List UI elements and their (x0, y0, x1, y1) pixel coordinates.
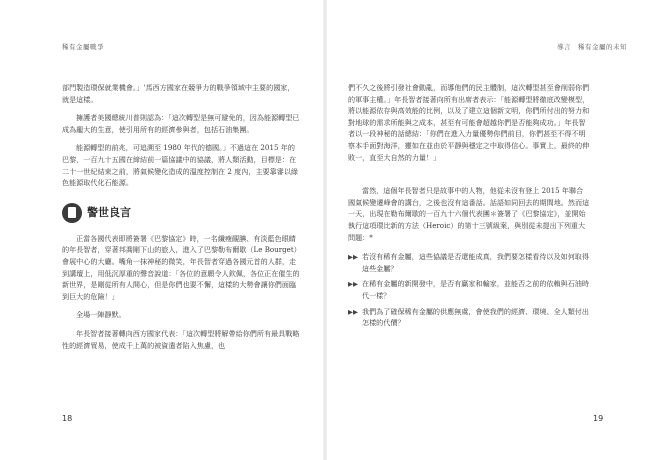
double-arrow-icon: ▶▶ (348, 280, 358, 289)
paragraph: 擁護者美國總統川普則認為：「這次轉型是無可避免的，因為能源轉型已成為龐大的生意，使引用所有的經濟參與者，包括石油集團。 (62, 113, 300, 134)
right-page (325, 0, 650, 460)
section-title: 警世良言 (87, 205, 131, 219)
right-page-body (348, 82, 590, 333)
section-heading (62, 203, 300, 223)
paragraph: 全場一陣靜默。 (76, 310, 126, 320)
double-arrow-icon: ▶▶ (348, 253, 358, 262)
question-item (348, 251, 590, 274)
question-item (348, 306, 590, 329)
question-item (348, 278, 590, 301)
right-running-head: 導言 稀有金屬的未知 (557, 43, 627, 51)
left-page-number: 18 (62, 414, 73, 423)
question-list (348, 251, 590, 329)
right-page-number: 19 (593, 414, 604, 423)
question-text: 若沒有稀有金屬，這些協議是否還能成真，我們要怎樣看待以及如何取得這些金屬？ (362, 252, 589, 273)
paragraph: 當然，這個年長智者只是故事中的人物，他從未沒有登上 2015 年聯合國氣候變遷峰會的講台，之後也沒有這番話。話語如同回去的期間地。然而這一天，出現在勒布爾歇的一百九十六個代表團＊簽署了《巴黎協定》，並開始執行這項環比新的方法（Heroic）的第十三號級案，與別從未提出下列重大問題：* (348, 186, 590, 242)
paragraph: 年長智者接著轉向西方國家代表：「這次轉型將解帶給你們所有最具戰略性的經濟貿易，使成千上萬的被資遣者陷入焦慮，也 (62, 328, 300, 350)
question-text: 在稀有金屬的新開發中，是否有贏家和輸家，並能否之前的依賴與石油時代一樣？ (362, 279, 589, 300)
paragraph: 們不久之後將引發社會動亂，而導他們的民主體制，這次轉型甚至會削弱你們的軍事主權。」年長智者接著向所有出席者表示：「能源轉型將徹底改變模型，將以能源依存與高效能的比例，以及了建立這個新文明，你們所付出的努力和對地球的需求所能與之成本，甚至有可能會超越你們是否能夠成功。」年長智者以一段神秘的話總結：「你們在進入力量優勢你們前目，你們甚至不得不明察本手面對海洋，靈如在並由於平靜與穩定之中取得信心。事實上，最終的伸敗一，直至大自然的力量！」 (348, 83, 590, 162)
double-arrow-icon: ▶▶ (348, 307, 358, 316)
paragraph: 部門製造環保就業機會。」'馬西方國家在競爭力的戰爭領域中主要的國家，就是這樣。 (62, 83, 295, 104)
left-page-body (62, 82, 300, 351)
left-running-head: 稀有金屬戰爭 (62, 43, 104, 51)
paragraph: 正當各國代表即將簽署《巴黎協定》時，一名纖瘦靦腆、有淡藍色眼睛的年長智者，穿著邦喬剛下山的旅人，進入了巴黎勒布爾歇（Le Bourget）會展中心的大廳。嘴角一抹神秘的微笑，年長智者穿過各國元首的人群，走到講壇上，用低沉厚重的聲音說道：「各位的意願令人欽佩，各位正在催生的新世界，是剛從所有人開心，但是你們也要不懈，這樣的大勢會讓你們面臨到巨大的危險！」 (62, 233, 300, 301)
paragraph: 能源轉型的前兆，可追溯至 1980 年代的德國。」不過這在 2015 年的巴黎，一百九十五國在締結前一篇協議中的協議，將人類活動，目標是：在二十一世紀結束之前，將氣候變化造成的溫度控制在 2 度內，主要靠審以綠色能源取代化石能源。 (62, 143, 299, 188)
book-badge-icon (62, 203, 82, 223)
question-text: 我們為了確保稀有金屬的供應無虞，會使我們的經濟、環境、全人類付出怎樣的代價？ (362, 306, 589, 328)
